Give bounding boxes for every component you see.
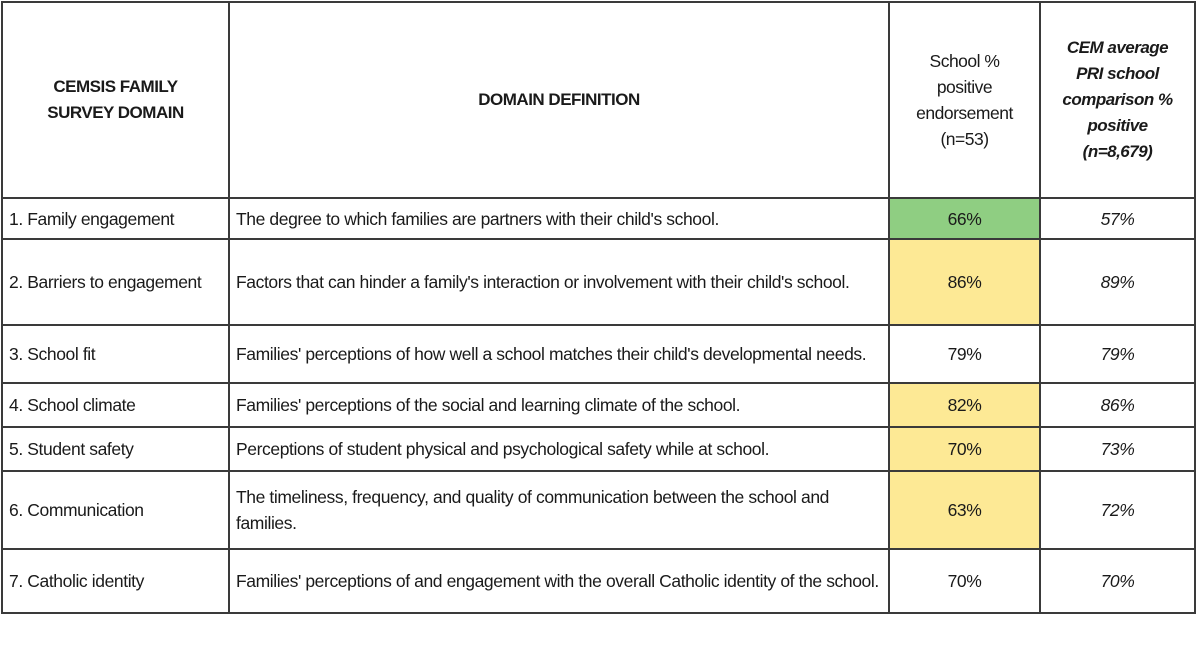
table-row xyxy=(2,198,1195,239)
cem-percent: 89% xyxy=(1040,239,1195,325)
domain-name: 5. Student safety xyxy=(2,427,229,471)
domain-definition: Families' perceptions of and engagement with the overall Catholic identity of the school. xyxy=(229,549,889,613)
school-percent: 63% xyxy=(889,471,1040,549)
cem-percent: 86% xyxy=(1040,383,1195,427)
cem-percent: 72% xyxy=(1040,471,1195,549)
survey-domain-table xyxy=(1,1,1196,614)
domain-definition: The timeliness, frequency, and quality of communication between the school and families. xyxy=(229,471,889,549)
cem-percent: 57% xyxy=(1040,198,1195,239)
school-percent: 82% xyxy=(889,383,1040,427)
cem-percent: 79% xyxy=(1040,325,1195,383)
school-percent: 70% xyxy=(889,549,1040,613)
table-row xyxy=(2,471,1195,549)
domain-name: 4. School climate xyxy=(2,383,229,427)
table-row xyxy=(2,239,1195,325)
school-percent: 79% xyxy=(889,325,1040,383)
table-row xyxy=(2,325,1195,383)
header-domain-definition: DOMAIN DEFINITION xyxy=(229,2,889,198)
domain-definition: Factors that can hinder a family's interaction or involvement with their child's school. xyxy=(229,239,889,325)
school-percent: 70% xyxy=(889,427,1040,471)
table-row xyxy=(2,549,1195,613)
domain-name: 1. Family engagement xyxy=(2,198,229,239)
header-school-percent: School % positive endorsement (n=53) xyxy=(889,2,1040,198)
cem-percent: 70% xyxy=(1040,549,1195,613)
domain-name: 3. School fit xyxy=(2,325,229,383)
table-row xyxy=(2,427,1195,471)
domain-definition: Perceptions of student physical and psychological safety while at school. xyxy=(229,427,889,471)
header-survey-domain: CEMSIS FAMILY SURVEY DOMAIN xyxy=(2,2,229,198)
domain-definition: The degree to which families are partners with their child's school. xyxy=(229,198,889,239)
table-row xyxy=(2,383,1195,427)
header-cem-average: CEM average PRI school comparison % positive (n=8,679) xyxy=(1040,2,1195,198)
domain-name: 2. Barriers to engagement xyxy=(2,239,229,325)
domain-name: 7. Catholic identity xyxy=(2,549,229,613)
cem-percent: 73% xyxy=(1040,427,1195,471)
domain-name: 6. Communication xyxy=(2,471,229,549)
domain-definition: Families' perceptions of the social and learning climate of the school. xyxy=(229,383,889,427)
school-percent: 66% xyxy=(889,198,1040,239)
domain-definition: Families' perceptions of how well a school matches their child's developmental needs. xyxy=(229,325,889,383)
table-header-row xyxy=(2,2,1195,198)
school-percent: 86% xyxy=(889,239,1040,325)
